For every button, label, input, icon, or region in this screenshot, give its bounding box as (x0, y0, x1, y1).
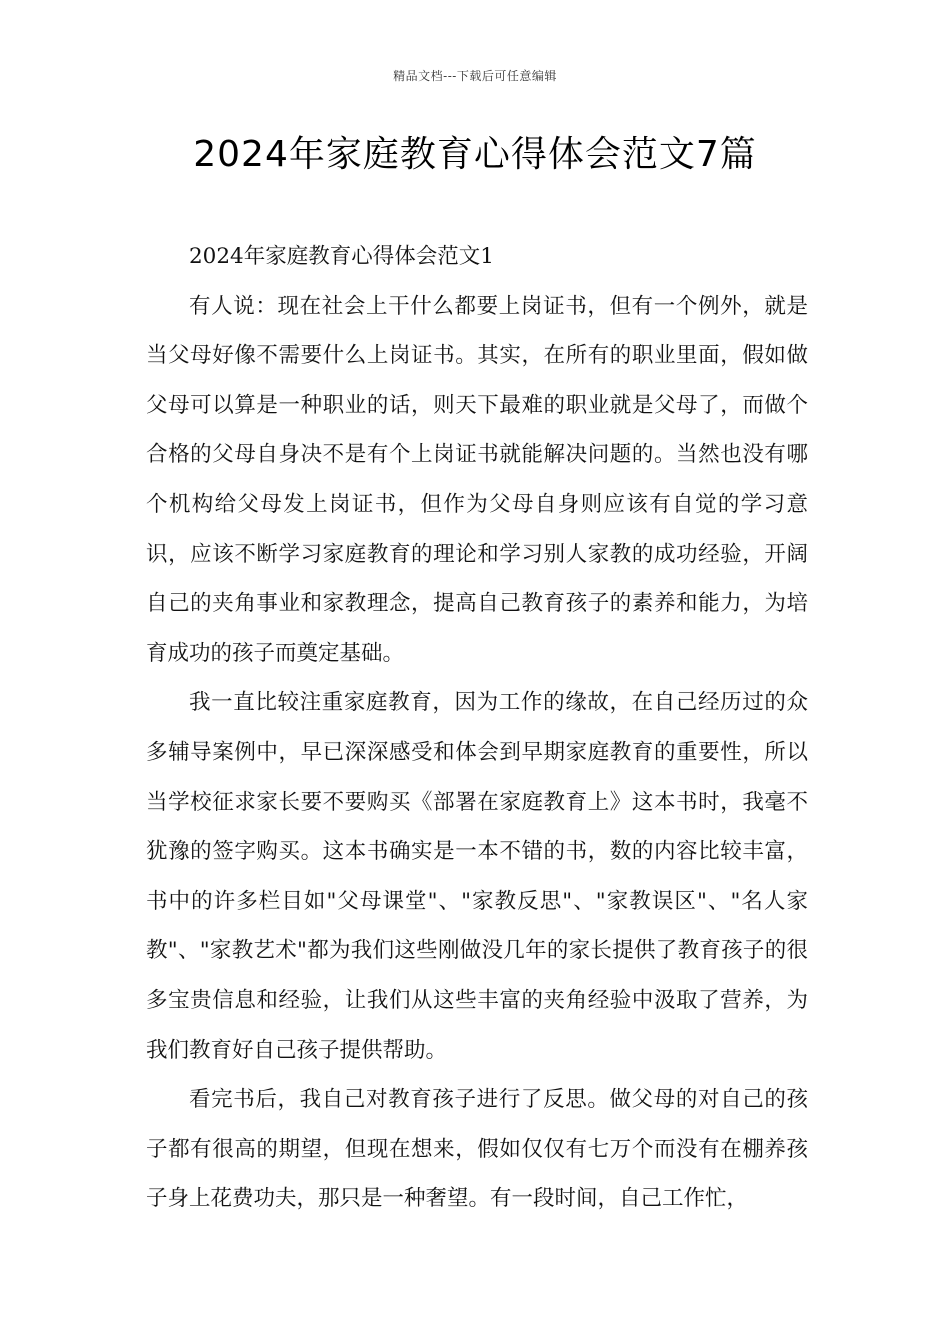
paragraph: 我一直比较注重家庭教育，因为工作的缘故，在自己经历过的众多辅导案例中，早已深深感受和体会到早期家庭教育的重要性，所以当学校征求家长要不要购买《部署在家庭教育上》这本书时，我毫不犹豫的签字购买。这本书确实是一本不错的书，数的内容比较丰富，书中的许多栏目如"父母课堂"、"家教反思"、"家教误区"、"名人家教"、"家教艺术"都为我们这些刚做没几年的家长提供了教育孩子的很多宝贵信息和经验，让我们从这些丰富的夹角经验中汲取了营养，为我们教育好自己孩子提供帮助。 (146, 690, 808, 1063)
document-body (146, 232, 808, 1224)
page-header: 精品文档---下载后可任意编辑 (393, 69, 557, 83)
section-heading: 2024年家庭教育心得体会范文1 (189, 244, 494, 269)
document-title: 2024年家庭教育心得体会范文7篇 (193, 134, 757, 175)
paragraph: 看完书后，我自己对教育孩子进行了反思。做父母的对自己的孩子都有很高的期望，但现在想来，假如仅仅有七万个而没有在棚养孩子身上花费功夫，那只是一种奢望。有一段时间，自己工作忙， (146, 1087, 808, 1212)
paragraph: 有人说：现在社会上干什么都要上岗证书，但有一个例外，就是当父母好像不需要什么上岗证书。其实，在所有的职业里面，假如做父母可以算是一种职业的话，则天下最难的职业就是父母了，而做个合格的父母自身决不是有个上岗证书就能解决问题的。当然也没有哪个机构给父母发上岗证书，但作为父母自身则应该有自觉的学习意识，应该不断学习家庭教育的理论和学习别人家教的成功经验，开阔自己的夹角事业和家教理念，提高自己教育孩子的素养和能力，为培育成功的孩子而奠定基础。 (146, 293, 808, 666)
